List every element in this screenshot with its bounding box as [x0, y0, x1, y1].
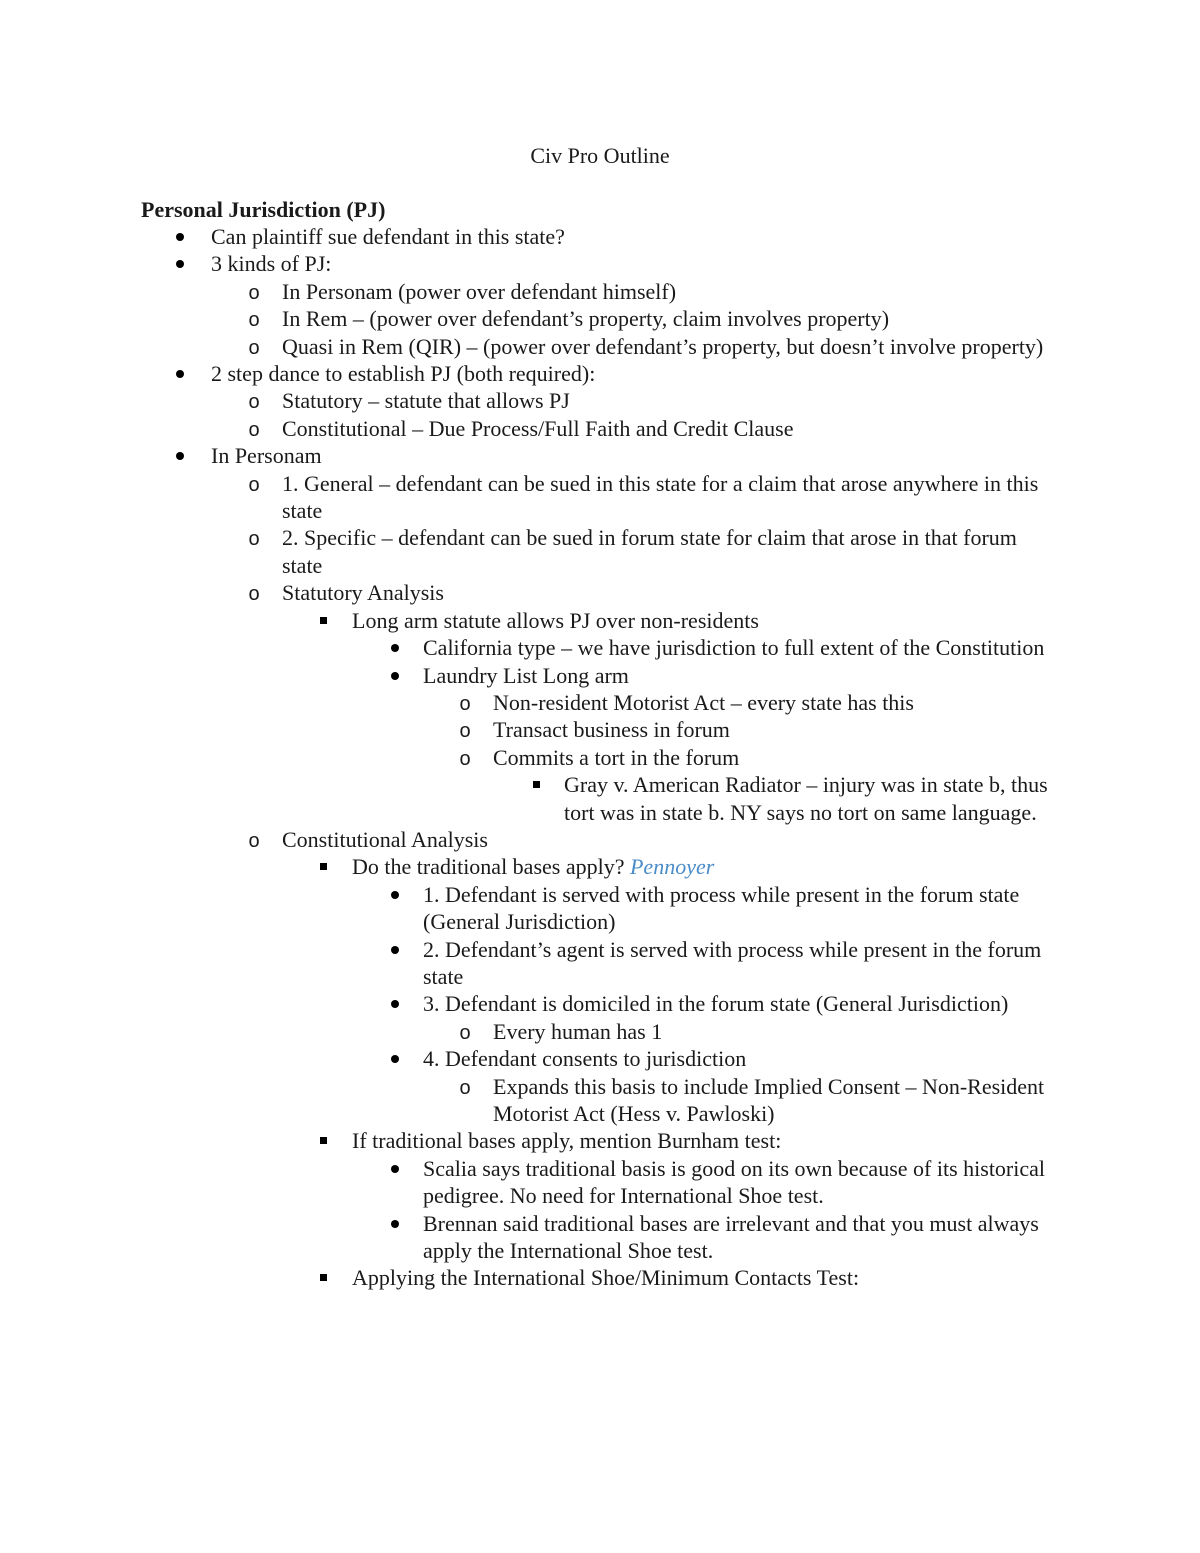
- circle-bullet-icon: [455, 744, 475, 773]
- circle-bullet-icon: [244, 333, 264, 362]
- list-item: o In Personam (power over defendant himself): [0, 278, 1200, 305]
- bullet-icon: [170, 223, 190, 241]
- page-title: Civ Pro Outline: [530, 143, 670, 168]
- circle-bullet-icon: [244, 826, 264, 855]
- square-bullet-icon: [313, 853, 333, 870]
- circle-bullet-icon: [455, 689, 475, 718]
- list-item: o Quasi in Rem (QIR) – (power over defendant’s property, but doesn’t involve property): [0, 333, 1200, 360]
- bullet-icon: [170, 442, 190, 460]
- list-item: 3. Defendant is domiciled in the forum state (General Jurisdiction): [0, 990, 1200, 1017]
- circle-bullet-icon: [244, 415, 264, 444]
- list-item: Laundry List Long arm: [0, 662, 1200, 689]
- list-item: Gray v. American Radiator – injury was in state b, thus tort was in state b. NY says no tort on same language.: [0, 771, 1200, 826]
- bullet-icon: [385, 990, 405, 1008]
- list-item: o Commits a tort in the forum: [0, 744, 1200, 771]
- list-item: California type – we have jurisdiction to full extent of the Constitution: [0, 634, 1200, 661]
- circle-bullet-icon: [244, 387, 264, 416]
- list-item: o 2. Specific – defendant can be sued in forum state for claim that arose in that forum state: [0, 524, 1200, 579]
- square-bullet-icon: [313, 1127, 333, 1144]
- circle-bullet-icon: [244, 524, 264, 553]
- bullet-icon: [385, 881, 405, 899]
- list-item: Long arm statute allows PJ over non-residents: [0, 607, 1200, 634]
- circle-bullet-icon: [244, 470, 264, 499]
- list-item: o Statutory Analysis: [0, 579, 1200, 606]
- bullet-icon: [170, 360, 190, 378]
- bullet-icon: [385, 936, 405, 954]
- list-item: 1. Defendant is served with process while present in the forum state (General Jurisdiction): [0, 881, 1200, 936]
- list-item: o Constitutional – Due Process/Full Faith and Credit Clause: [0, 415, 1200, 442]
- square-bullet-icon: [313, 1264, 333, 1281]
- list-item: o In Rem – (power over defendant’s property, claim involves property): [0, 305, 1200, 332]
- circle-bullet-icon: [455, 716, 475, 745]
- outline-list: [0, 223, 1200, 1292]
- square-bullet-icon: [526, 771, 546, 788]
- list-item: Brennan said traditional bases are irrelevant and that you must always apply the International Shoe test.: [0, 1210, 1200, 1265]
- list-item: Scalia says traditional basis is good on its own because of its historical pedigree. No need for International Shoe test.: [0, 1155, 1200, 1210]
- list-item: o Non-resident Motorist Act – every state has this: [0, 689, 1200, 716]
- bullet-icon: [385, 662, 405, 680]
- bullet-icon: [170, 250, 190, 268]
- bullet-icon: [385, 1155, 405, 1173]
- bullet-icon: [385, 634, 405, 652]
- circle-bullet-icon: [244, 305, 264, 334]
- list-item: Can plaintiff sue defendant in this state?: [0, 223, 1200, 250]
- case-reference-link[interactable]: Pennoyer: [629, 854, 715, 880]
- list-item: If traditional bases apply, mention Burnham test:: [0, 1127, 1200, 1154]
- section-heading: Personal Jurisdiction (PJ): [141, 197, 386, 222]
- list-item: o 1. General – defendant can be sued in this state for a claim that arose anywhere in this state: [0, 470, 1200, 525]
- circle-bullet-icon: [455, 1018, 475, 1047]
- circle-bullet-icon: [244, 579, 264, 608]
- bullet-icon: [385, 1045, 405, 1063]
- list-item: o Every human has 1: [0, 1018, 1200, 1045]
- list-item: 2 step dance to establish PJ (both required):: [0, 360, 1200, 387]
- list-item: o Transact business in forum: [0, 716, 1200, 743]
- list-item: 2. Defendant’s agent is served with process while present in the forum state: [0, 936, 1200, 991]
- list-item: 3 kinds of PJ:: [0, 250, 1200, 277]
- list-item: Do the traditional bases apply? Pennoyer: [0, 853, 1200, 880]
- list-item: 4. Defendant consents to jurisdiction: [0, 1045, 1200, 1072]
- list-item: In Personam: [0, 442, 1200, 469]
- square-bullet-icon: [313, 607, 333, 624]
- circle-bullet-icon: [244, 278, 264, 307]
- list-item: o Statutory – statute that allows PJ: [0, 387, 1200, 414]
- bullet-icon: [385, 1210, 405, 1228]
- list-item: o Expands this basis to include Implied Consent – Non-Resident Motorist Act (Hess v. Pawloski): [0, 1073, 1200, 1128]
- list-item: o Constitutional Analysis: [0, 826, 1200, 853]
- circle-bullet-icon: [455, 1073, 475, 1102]
- list-item: Applying the International Shoe/Minimum Contacts Test:: [0, 1264, 1200, 1291]
